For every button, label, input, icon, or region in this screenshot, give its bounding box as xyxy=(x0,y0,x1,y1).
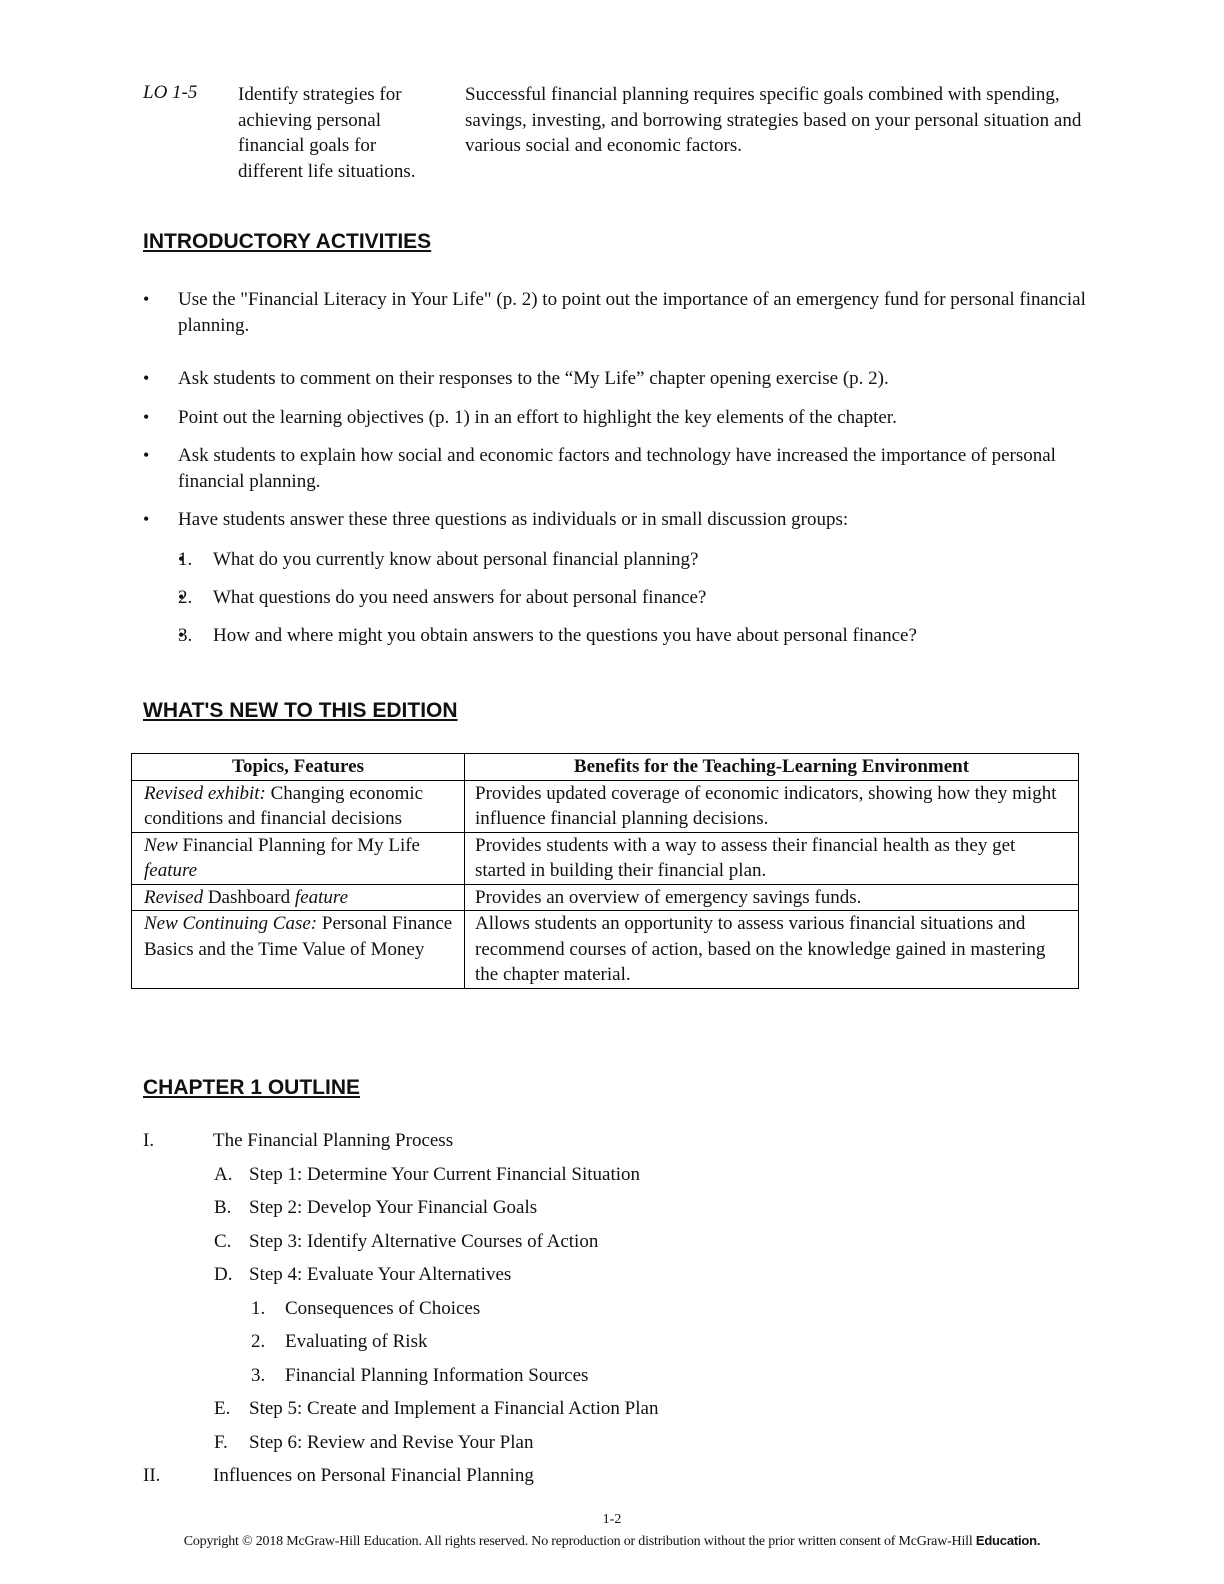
outline-marker: B. xyxy=(214,1197,232,1218)
question-text: What questions do you need answers for about personal finance? xyxy=(213,586,707,608)
learning-objective-row xyxy=(143,82,1083,212)
table-row xyxy=(132,780,1079,832)
copyright-notice: Copyright © 2018 McGraw-Hill Education. All rights reserved. No reproduction or distribution without the prior written consent of McGraw-Hill Education. xyxy=(183,1533,1041,1549)
outline-text: Step 5: Create and Implement a Financial Action Plan xyxy=(249,1398,659,1419)
question-text: How and where might you obtain answers to the questions you have about personal finance? xyxy=(213,624,917,646)
introductory-heading: INTRODUCTORY ACTIVITIES xyxy=(143,230,432,253)
bullet-item: • Ask students to explain how social and economic factors and technology have increased the importance of personal financial planning. xyxy=(143,443,1093,494)
bullet-item: • Point out the learning objectives (p. 1) in an effort to highlight the key elements of the chapter. xyxy=(143,405,1093,431)
outline-marker: D. xyxy=(214,1264,233,1285)
table-row xyxy=(132,884,1079,911)
outline-text: Step 4: Evaluate Your Alternatives xyxy=(249,1264,512,1285)
outline-item xyxy=(143,1329,1093,1363)
question-number: • 3. xyxy=(178,624,193,646)
chapter-outline xyxy=(143,1128,1093,1497)
outline-item xyxy=(143,1363,1093,1397)
outline-marker: 1. xyxy=(251,1297,266,1319)
outline-marker: E. xyxy=(214,1398,231,1419)
topic-cell: Revised Dashboard feature xyxy=(132,884,465,911)
outline-item xyxy=(143,1262,1093,1296)
question-number: • 1. xyxy=(178,548,193,570)
outline-marker: I. xyxy=(143,1130,155,1151)
topic-cell: New Continuing Case: Personal Finance Basics and the Time Value of Money xyxy=(132,911,465,989)
benefit-cell: Provides students with a way to assess their financial health as they get started in building their financial plan. xyxy=(465,832,1079,884)
benefit-cell: Provides an overview of emergency savings funds. xyxy=(465,884,1079,911)
outline-text: The Financial Planning Process xyxy=(213,1130,454,1151)
outline-marker: C. xyxy=(214,1230,232,1252)
topic-cell: New Financial Planning for My Life feature xyxy=(132,832,465,884)
question-list xyxy=(178,547,1093,648)
outline-marker: II. xyxy=(143,1465,161,1486)
topic-cell: Revised exhibit: Changing economic conditions and financial decisions xyxy=(132,780,465,832)
outline-text: Step 6: Review and Revise Your Plan xyxy=(249,1431,534,1453)
question-number: • 2. xyxy=(178,586,193,608)
outline-item xyxy=(143,1162,1093,1196)
outline-item xyxy=(143,1229,1093,1263)
outline-text: Step 3: Identify Alternative Courses of Action xyxy=(249,1230,599,1252)
outline-item xyxy=(143,1463,1093,1497)
question-item xyxy=(178,547,1093,572)
outline-text: Influences on Personal Financial Planning xyxy=(213,1465,534,1486)
bullet-item xyxy=(143,507,1093,648)
page-number: 1-2 xyxy=(602,1512,622,1527)
lo-title: Identify strategies for achieving personal financial goals for different life situations. xyxy=(238,84,416,182)
outline-text: Evaluating of Risk xyxy=(285,1331,428,1352)
question-text: What do you currently know about personal financial planning? xyxy=(213,548,699,570)
outline-text: Financial Planning Information Sources xyxy=(285,1364,589,1386)
whats-new-table xyxy=(131,753,1079,989)
outline-text: Step 1: Determine Your Current Financial Situation xyxy=(249,1163,641,1185)
question-item xyxy=(178,623,1093,648)
outline-item xyxy=(143,1128,1093,1162)
whats-new-heading: WHAT'S NEW TO THIS EDITION xyxy=(143,699,458,722)
table-header-row xyxy=(132,754,1079,781)
table-row xyxy=(132,832,1079,884)
outline-item xyxy=(143,1396,1093,1430)
outline-heading: CHAPTER 1 OUTLINE xyxy=(143,1076,361,1099)
outline-marker: 2. xyxy=(251,1331,266,1352)
bullet-item: • Use the "Financial Literacy in Your Life" (p. 2) to point out the importance of an emergency fund for personal financial planning. xyxy=(143,287,1093,338)
table-row xyxy=(132,911,1079,989)
outline-item xyxy=(143,1195,1093,1229)
benefit-cell: Allows students an opportunity to assess various financial situations and recommend courses of action, based on the knowledge gained in mastering the chapter material. xyxy=(465,911,1079,989)
column-header-benefits: Benefits for the Teaching-Learning Environment xyxy=(465,754,1079,781)
outline-marker: F. xyxy=(214,1431,228,1453)
column-header-topics: Topics, Features xyxy=(132,754,465,781)
bullet-item: • Ask students to comment on their responses to the “My Life” chapter opening exercise (p. 2). xyxy=(143,366,1093,392)
outline-marker: 3. xyxy=(251,1364,266,1386)
outline-text: Consequences of Choices xyxy=(285,1297,481,1319)
outline-item xyxy=(143,1296,1093,1330)
bullet-item-text: Have students answer these three questions as individuals or in small discussion groups: xyxy=(178,509,849,530)
lo-description: Successful financial planning requires specific goals combined with spending, savings, investing, and borrowing strategies based on your personal situation and various social and economic factors. xyxy=(465,84,1082,156)
question-item xyxy=(178,585,1093,610)
lo-code: LO 1-5 xyxy=(143,82,198,103)
copyright-end: Education. xyxy=(975,1533,1041,1548)
outline-text: Step 2: Develop Your Financial Goals xyxy=(249,1197,538,1218)
outline-marker: A. xyxy=(214,1163,233,1185)
introductory-bullet-list xyxy=(143,287,1093,661)
benefit-cell: Provides updated coverage of economic indicators, showing how they might influence financial planning decisions. xyxy=(465,780,1079,832)
outline-item xyxy=(143,1430,1093,1464)
